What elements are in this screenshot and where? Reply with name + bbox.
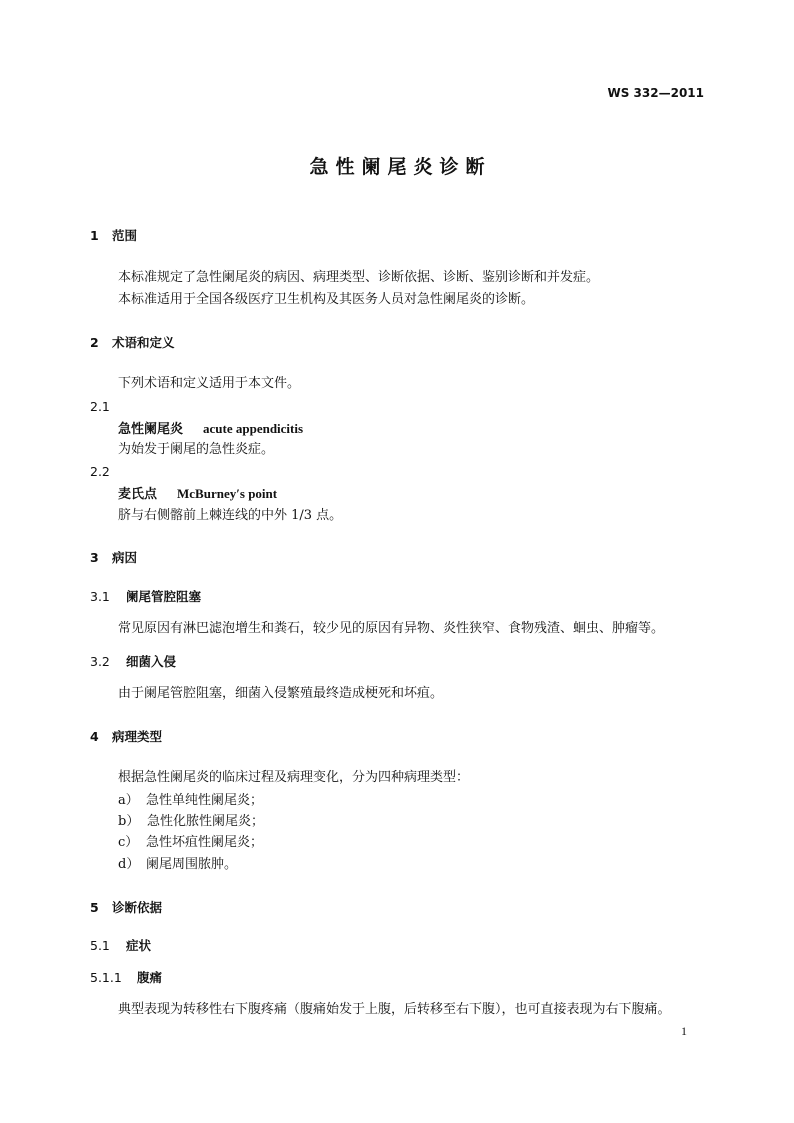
list-marker: c）	[118, 835, 139, 850]
term-entry	[118, 421, 303, 438]
term-english: McBurney′s point	[177, 486, 278, 501]
term-entry	[118, 486, 277, 503]
scope-paragraph-2: 本标准适用于全国各级医疗卫生机构及其医务人员对急性阑尾炎的诊断。	[118, 292, 535, 307]
term-chinese: 急性阑尾炎	[118, 422, 184, 437]
section-number: 5	[90, 900, 99, 915]
document-title: 急性阑尾炎诊断	[309, 156, 492, 178]
term-definition: 脐与右侧髂前上棘连线的中外 1/3 点。	[118, 508, 343, 523]
subsection-number: 5.1	[90, 938, 110, 953]
subsection-title: 症状	[126, 938, 152, 953]
term-definition: 为始发于阑尾的急性炎症。	[118, 442, 275, 457]
pathology-intro: 根据急性阑尾炎的临床过程及病理变化，分为四种病理类型：	[118, 770, 470, 785]
subsection-title: 腹痛	[137, 970, 163, 985]
section-number: 4	[90, 729, 99, 744]
subsection-text: 典型表现为转移性右下腹疼痛（腹痛始发于上腹，后转移至右下腹），也可直接表现为右下腹痛。	[118, 1002, 671, 1017]
page-number: 1	[681, 1024, 687, 1038]
section-number: 1	[90, 228, 99, 243]
section-title: 术语和定义	[112, 335, 175, 350]
scope-paragraph-1: 本标准规定了急性阑尾炎的病因、病理类型、诊断依据、诊断、鉴别诊断和并发症。	[118, 270, 600, 285]
subsection-text: 常见原因有淋巴滤泡增生和粪石，较少见的原因有异物、炎性狭窄、食物残渣、蛔虫、肿瘤等。	[118, 621, 665, 636]
term-number: 2.1	[90, 399, 110, 414]
section-number: 2	[90, 335, 99, 350]
subsection-text: 由于阑尾管腔阻塞，细菌入侵繁殖最终造成梗死和坏疽。	[118, 686, 444, 701]
section-number: 3	[90, 550, 99, 565]
list-item-text: 急性化脓性阑尾炎；	[147, 814, 265, 829]
term-english: acute appendicitis	[203, 421, 304, 436]
term-number: 2.2	[90, 464, 110, 479]
list-marker: a）	[118, 793, 139, 808]
section-title: 诊断依据	[112, 900, 163, 915]
subsection-title: 阑尾管腔阻塞	[126, 589, 202, 604]
list-item-text: 急性单纯性阑尾炎；	[146, 793, 264, 808]
term-chinese: 麦氏点	[118, 487, 158, 502]
terms-intro: 下列术语和定义适用于本文件。	[118, 376, 301, 391]
standard-code: WS 332—2011	[607, 86, 704, 100]
subsection-title: 细菌入侵	[126, 654, 177, 669]
subsection-number: 3.2	[90, 654, 110, 669]
section-title: 病因	[112, 550, 138, 565]
subsection-number: 3.1	[90, 589, 110, 604]
section-title: 范围	[112, 228, 138, 243]
list-marker: d）	[118, 857, 140, 872]
subsection-number: 5.1.1	[90, 970, 122, 985]
list-marker: b）	[118, 814, 140, 829]
section-title: 病理类型	[112, 729, 163, 744]
list-item-text: 阑尾周围脓肿。	[146, 857, 238, 872]
list-item-text: 急性坏疽性阑尾炎；	[146, 835, 264, 850]
